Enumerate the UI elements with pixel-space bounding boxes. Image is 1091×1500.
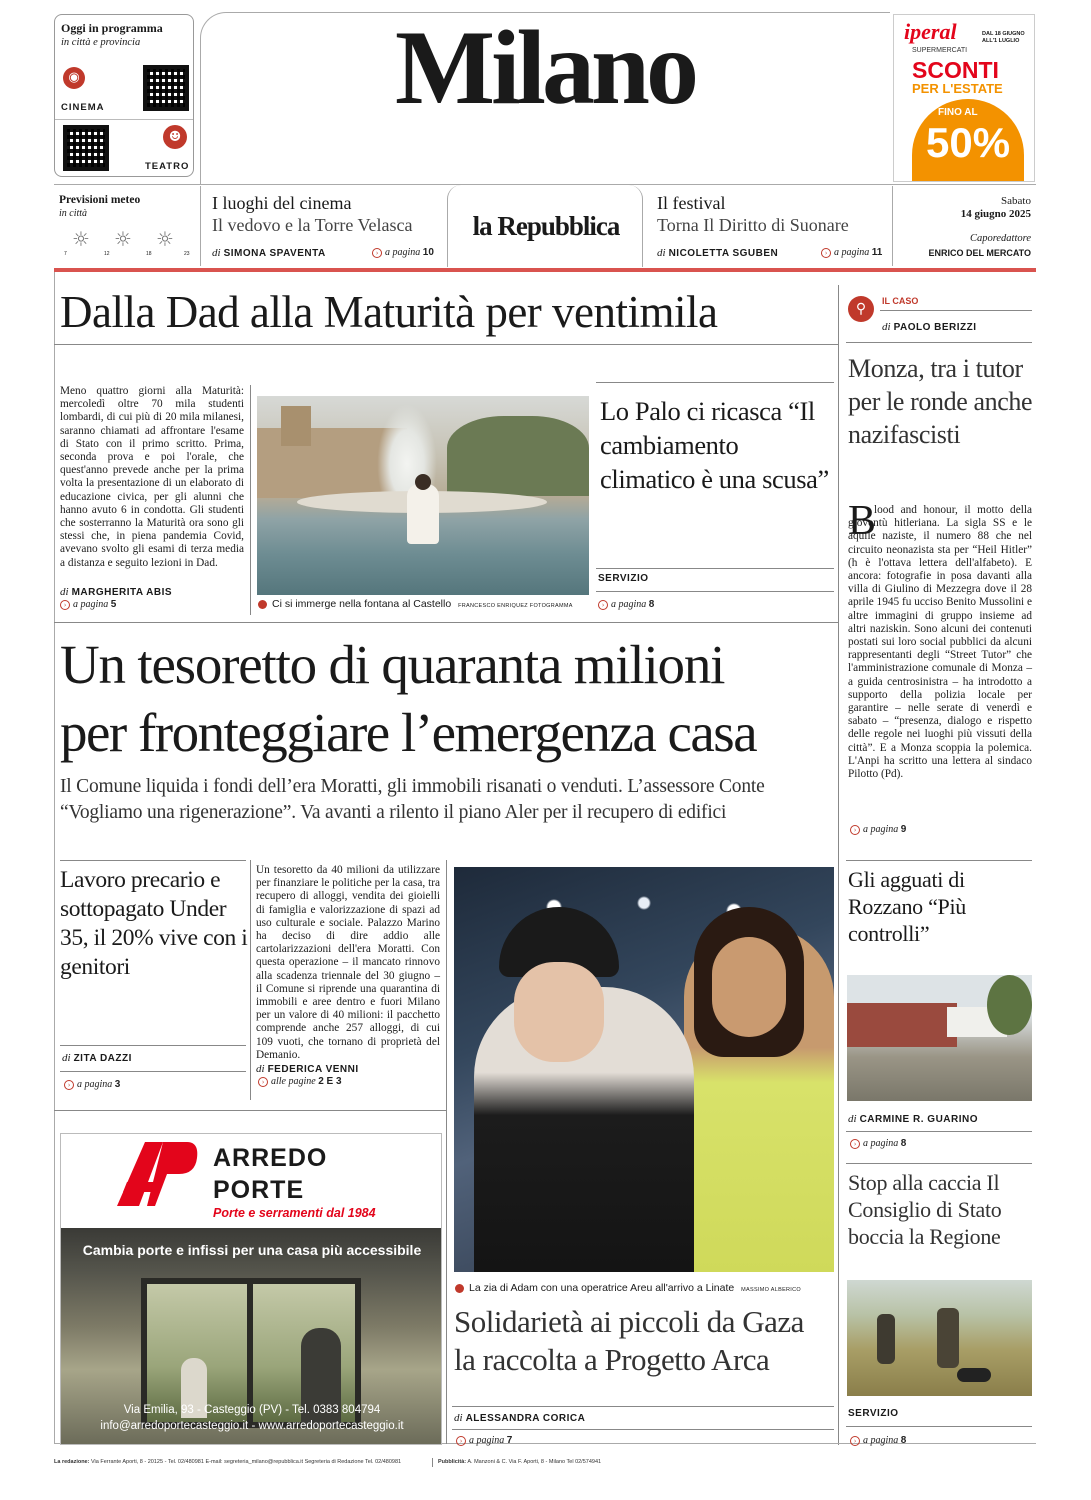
fountain-photo[interactable] <box>257 396 589 595</box>
iperal-dates: DAL 18 GIUGNO ALL'1 LUGLIO <box>982 31 1025 44</box>
sun-icon: ☼ <box>156 227 174 251</box>
caso-body: lood and honour, il motto della gioventù hitleriana. La sigla SS e le aquile naziste, il numero 88 che nel circuito neonazista sta per “Heil Hitler” (h è l'ottava lettera dell'alfabeto). E ancora: fotografie in posa davanti alla villa di Giulino di Mezzegra dove il 28 aprile 1945 fu ucciso Benito Mussolini e altre immagini di gruppo insieme ad altri naziskin. Sono alcuni dei contenuti postati sui loro social pubblici da alcuni rappresentanti degli “Street Tutor” che l'amministrazione comunale di Monza – a guida centrosinistra – ha introdotto a supporto della polizia locale per garantire – nelle serate di venerdì e sabato – “presenza, dialogo e rispetto delle regole nei luoghi più vissuti della città”. E a Monza scoppia la polemica. L'Anpi ha scritto una lettera al sindaco Pilotto (Pd). <box>848 504 1032 781</box>
tree <box>987 975 1032 1035</box>
hunter2 <box>937 1308 959 1368</box>
teatro-masks-icon[interactable]: ☻ <box>163 125 187 149</box>
gaza-pageref[interactable]: › a pagina 7 <box>456 1435 512 1446</box>
wading-girl <box>407 484 439 544</box>
ap-logo-icon <box>117 1142 199 1206</box>
gaza-byline: di ALESSANDRA CORICA <box>454 1412 586 1424</box>
main-subhead: Il Comune liquida i fondi dell’era Moratti, gli immobili risanati o venduti. L’assessore Conte “Vogliamo una rigenerazione”. Va avanti a rilento il piano Aler per il recupero di edifici <box>60 776 765 823</box>
arredo-tagline: Porte e serramenti dal 1984 <box>213 1206 376 1220</box>
iperal-line2: PER L'ESTATE <box>912 81 1003 96</box>
editor-name: ENRICO DEL MERCATO <box>928 248 1031 258</box>
meteo-hour: 12 <box>104 251 110 257</box>
woman-face <box>514 962 604 1062</box>
main-pageref[interactable]: › alle pagine 2 E 3 <box>258 1076 342 1087</box>
topbar-right-pageref[interactable]: › a pagina 11 <box>821 247 882 258</box>
caso-byline: di PAOLO BERIZZI <box>882 321 977 333</box>
topbar-left-title: Il vedovo e la Torre Velasca <box>212 215 413 235</box>
cinema-label: CINEMA <box>61 102 105 113</box>
masthead-title: Milano <box>395 9 695 126</box>
meteo-title: Previsioni meteo <box>59 194 141 206</box>
rozzano-headline[interactable]: Gli agguati di Rozzano “Più controlli” <box>848 867 966 946</box>
gaza-caption: La zia di Adam con una operatrice Areu all'arrivo a Linate MASSIMO ALBERICO <box>455 1282 801 1294</box>
meteo-hour: 18 <box>146 251 152 257</box>
castle-tower <box>281 406 311 446</box>
caccia-headline[interactable]: Stop alla caccia Il Consiglio di Stato boccia la Regione <box>848 1170 1002 1249</box>
topbar-festival-teaser[interactable] <box>645 185 890 267</box>
arredo-brand-line1: ARREDO <box>213 1144 328 1172</box>
lopalo-pageref[interactable]: › a pagina 8 <box>598 599 654 610</box>
programma-title: Oggi in programma <box>61 21 163 35</box>
operator-face <box>712 937 786 1037</box>
caso-pageref[interactable]: › a pagina 9 <box>850 824 906 835</box>
topbar-right-title: Torna Il Diritto di Suonare <box>657 215 849 235</box>
lead1-body: Meno quattro giorni alla Maturità: mercoledì oltre 70 mila studenti lombardi, di cui più di 20 mila milanesi, saranno chiamati ad affrontare l'esame di Stato con il primo scritto. Prima, seconda prova e poi l'orale, che quest'anno prevede anche per la prima volta la presentazione di un elaborato di educazione civica, per gli alunni che hanno avuto 6 in condotta. Gli studenti che sosterranno la Maturità ora sono gli stessi che, in piena pandemia Covid, avevano svolto gli esami di terza media a distanza e seguito lezioni in Dad. <box>60 385 244 569</box>
lead1-caption: Ci si immerge nella fontana al Castello FRANCESCO ENRIQUEZ FOTOGRAMMA <box>258 598 573 610</box>
lavoro-byline: di ZITA DAZZI <box>62 1052 132 1064</box>
gaza-headline-line1[interactable]: Solidarietà ai piccoli da Gaza <box>454 1304 804 1339</box>
lopalo-servizio: SERVIZIO <box>598 573 649 584</box>
cinema-qr-code[interactable] <box>143 65 189 111</box>
arredo-ad[interactable] <box>60 1133 442 1445</box>
topbar-left-pageref[interactable]: › a pagina 10 <box>372 247 434 258</box>
caccia-pageref[interactable]: › a pagina 8 <box>850 1435 906 1446</box>
footer-redazione: La redazione: Via Ferrante Aporti, 8 - 20125 - Tel. 02/480981 E-mail: segreteria_milano@repubblica.it Segreteria di Redazione Tel. 02/480981 <box>54 1459 402 1465</box>
iperal-line1: SCONTI <box>912 57 999 83</box>
cinema-icon[interactable]: ◉ <box>63 67 85 89</box>
iperal-line4: 50% <box>926 119 1011 166</box>
meteo-hour: 7 <box>64 251 67 257</box>
meteo-box <box>54 185 194 267</box>
date: 14 giugno 2025 <box>960 208 1031 220</box>
lopalo-headline[interactable]: Lo Palo ci ricasca “Il cambiamento climatico è una scusa” <box>600 396 829 494</box>
building <box>847 1003 957 1047</box>
topbar-red-rule <box>54 268 1036 272</box>
iperal-sub: SUPERMERCATI <box>912 47 968 54</box>
editor-label: Caporedattore <box>969 233 1031 244</box>
dog <box>957 1368 991 1382</box>
programma-subtitle: in città e provincia <box>61 37 141 48</box>
lavoro-headline[interactable]: Lavoro precario e sottopagato Under 35, il 20% vive con i genitori <box>60 867 248 980</box>
sun-icon: ☼ <box>114 227 132 251</box>
repubblica-logo-box <box>447 185 643 267</box>
lead1-pageref[interactable]: › a pagina 5 <box>60 599 116 610</box>
iperal-line3: FINO AL <box>938 107 978 118</box>
date-day: Sabato <box>1001 195 1031 207</box>
iperal-ad[interactable] <box>893 14 1035 182</box>
topbar-right-kicker: Il festival <box>657 193 726 213</box>
caccia-servizio: SERVIZIO <box>848 1408 899 1419</box>
rozzano-byline: di CARMINE R. GUARINO <box>848 1113 979 1125</box>
footer-pubblicita: Pubblicità: A. Manzoni & C. Via F. Aporti, 8 - Milano Tel 02/574941 <box>438 1459 602 1465</box>
arredo-banner: Cambia porte e infissi per una casa più accessibile <box>82 1242 422 1258</box>
meteo-subtitle: in città <box>59 208 88 219</box>
trees <box>447 416 589 496</box>
repubblica-logo: la Repubblica <box>472 211 620 241</box>
lead1-headline[interactable]: Dalla Dad alla Maturità per ventimila <box>60 287 718 337</box>
main-headline-line2[interactable]: per fronteggiare l’emergenza casa <box>60 702 757 763</box>
lead1-byline: di MARGHERITA ABIS <box>60 586 173 598</box>
teatro-qr-code[interactable] <box>63 125 109 171</box>
caso-headline[interactable]: Monza, tra i tutor per le ronde anche nazifascisti <box>848 354 1033 449</box>
arredo-address: Via Emilia, 93 - Casteggio (PV) - Tel. 0383 804794 <box>123 1404 381 1416</box>
meteo-hour: 23 <box>184 251 190 257</box>
gaza-headline-line2[interactable]: la raccolta a Progetto Arca <box>454 1342 770 1377</box>
girl-head <box>415 474 431 490</box>
iperal-logo: iperal <box>904 19 957 44</box>
hunter <box>877 1314 895 1364</box>
gaza-photo[interactable] <box>454 867 834 1272</box>
rozzano-pageref[interactable]: › a pagina 8 <box>850 1138 906 1149</box>
search-icon: ⚲ <box>848 296 874 322</box>
teatro-label: TEATRO <box>145 161 190 172</box>
main-body: Un tesoretto da 40 milioni da utilizzare per finanziare le politiche per la casa, tra recupero di alloggi, vendita dei gioielli di famiglia e valorizzazione di spazi ad uso culturale e sociale. Palazzo Marino ha deciso di dire addio alle cartolarizzazioni dell'era Moratti. Con questa operazione – il mancato rinnovo alla scadenza triennale del 30 giugno – il Comune si riprende una quarantina di immobili e aree dentro e fuori Milano per un valore di 40 milioni: il pacchetto comprende anche 257 alloggi, di cui 109 vuoti, che tornano di proprietà del Demanio. <box>256 864 440 1061</box>
programma-box <box>54 14 194 177</box>
sun-icon: ☼ <box>72 227 90 251</box>
caccia-photo[interactable] <box>847 1280 1032 1396</box>
arredo-contact: info@arredoportecasteggio.it - www.arredoportecasteggio.it <box>100 1420 404 1432</box>
lavoro-pageref[interactable]: › a pagina 3 <box>64 1079 120 1090</box>
arredo-brand-line2: PORTE <box>213 1176 305 1204</box>
caso-dropcap: B <box>848 498 877 544</box>
caso-label: IL CASO <box>882 296 919 306</box>
topbar-right-byline: di NICOLETTA SGUBEN <box>657 247 779 259</box>
rozzano-photo[interactable] <box>847 975 1032 1101</box>
date-box <box>893 185 1033 267</box>
main-byline: di FEDERICA VENNI <box>256 1063 359 1075</box>
topbar-cinema-teaser[interactable] <box>200 185 446 267</box>
main-headline-line1[interactable]: Un tesoretto di quaranta milioni <box>60 634 725 695</box>
topbar-left-byline: di SIMONA SPAVENTA <box>212 247 326 259</box>
topbar-left-kicker: I luoghi del cinema <box>212 193 352 213</box>
